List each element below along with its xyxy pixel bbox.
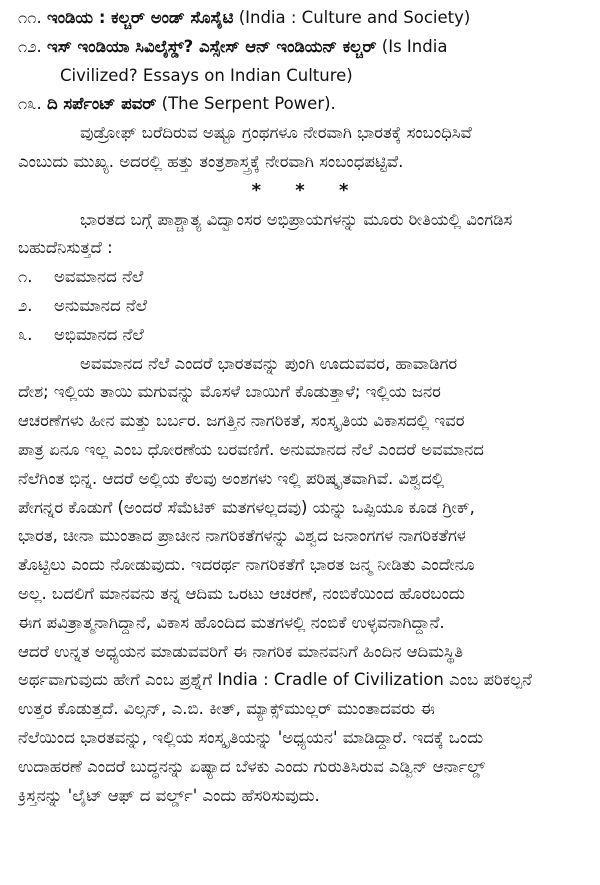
paragraph-line: ಪಾತ್ರ ಏನೂ ಇಲ್ಲ ಎಂಬ ಧೋರಣೆಯ ಬರವಣಿಗೆ. ಅನುಮಾನದ ನೆಲೆ ಎಂದರೆ ಅವಮಾನದ <box>18 439 484 459</box>
list-number: ೧೧. <box>18 8 42 27</box>
paragraph-line: ಆದರೆ ಉನ್ನತ ಅಧ್ಯಯನ ಮಾಡುವವರಿಗೆ ಈ ನಾಗರಿಕ ಮಾನವನಿಗೆ ಹಿಂದಿನ ಆದಿಮಸ್ಥಿತಿ <box>18 641 464 661</box>
list-item <box>18 263 586 292</box>
list-number: ೧೨. <box>18 36 42 56</box>
section-separator: * * * <box>251 179 363 201</box>
list-item <box>18 4 586 33</box>
book-title-english: (Is India <box>376 36 448 56</box>
paragraph-line: ಉದಾಹರಣೆ ಎಂದರೆ ಬುದ್ಧನನ್ನು ಏಷ್ಯಾದ ಬೆಳಕು ಎಂದು ಗುರುತಿಸಿರುವ ಎಡ್ವಿನ್ ಆರ್ನಾಲ್ಡ್ <box>18 756 486 776</box>
paragraph-line: ಭಾರತದ ಬಗ್ಗೆ ಪಾಶ್ಚಾತ್ಯ ವಿದ್ವಾಂಸರ ಅಭಿಪ್ರಾಯಗಳನ್ನು ಮೂರು ರೀತಿಯಲ್ಲಿ ವಿಂಗಡಿಸ <box>80 209 513 229</box>
book-title-english: Civilized? Essays on Indian Culture) <box>60 65 353 85</box>
paragraph-line: ದೇಶ; ಇಲ್ಲಿಯ ತಾಯಿ ಮಗುವನ್ನು ಮೊಸಳೆ ಬಾಯಿಗೆ ಕೊಡುತ್ತಾಳೆ; ಇಲ್ಲಿಯ ಜನರ <box>18 382 441 402</box>
paragraph-line: ಭಾರತ, ಚೀನಾ ಮುಂತಾದ ಪ್ರಾಚೀನ ನಾಗರಿಕತೆಗಳನ್ನು ವಿಶ್ವದ ಜನಾಂಗಗಳ ನಾಗರಿಕತೆಗಳ <box>18 526 466 546</box>
list-item <box>18 33 586 62</box>
paragraph-line: ತೊಟ್ಟಿಲು ಎಂದು ನೋಡುವುದು. ಇದರರ್ಥ ನಾಗರಿಕತೆಗೆ ಭಾರತ ಜನ್ಮ ನೀಡಿತು ಎಂದೇನೂ <box>18 555 475 575</box>
list-number: ೧೩. <box>18 94 42 114</box>
list-item <box>18 292 586 321</box>
paragraph-line: ಈಗ ಪವಿತ್ರಾತ್ಮನಾಗಿದ್ದಾನೆ, ವಿಕಾಸ ಹೊಂದಿದ ಮತಗಳಲ್ಲಿ ನಂಬಿಕೆ ಉಳ್ಳವನಾಗಿದ್ದಾನೆ. <box>18 612 445 632</box>
book-title-english: (The Serpent Power). <box>156 94 336 114</box>
paragraph-line: ವುಡ್ರೋಫ್ ಬರೆದಿರುವ ಅಷ್ಟೂ ಗ್ರಂಥಗಳೂ ನೇರವಾಗಿ ಭಾರತಕ್ಕೆ ಸಂಬಂಧಿಸಿವೆ <box>80 123 472 143</box>
paragraph-line: ಎಂಬುದು ಮುಖ್ಯ. ಅದರಲ್ಲಿ ಹತ್ತು ತಂತ್ರಶಾಸ್ತ್ರಕ್ಕೆ ನೇರವಾಗಿ ಸಂಬಂಧಪಟ್ಟಿವೆ. <box>18 151 404 171</box>
book-title-english: (India : Culture and Society) <box>233 8 471 27</box>
book-title-kannada: ಇಂಡಿಯ : ಕಲ್ಚರ್ ಅಂಡ್ ಸೊಸೈಟಿ <box>46 8 234 27</box>
list-item-label: ಅನುಮಾನದ ನೆಲೆ <box>54 295 148 315</box>
list-item <box>18 90 586 119</box>
list-item-label: ಅವಮಾನದ ನೆಲೆ <box>54 267 144 287</box>
list-number: ೩. <box>18 324 33 344</box>
paragraph-line: ಅರ್ಥವಾಗುವುದು ಹೇಗೆ ಎಂಬ ಪ್ರಶ್ನೆಗೆ India : Cradle of Civilization ಎಂಬ ಪರಿಕಲ್ಪನೆ <box>18 670 532 690</box>
list-number: ೨. <box>18 295 33 315</box>
paragraph-line: ನೆಲೆಯಿಂದ ಭಾರತವನ್ನು, ಇಲ್ಲಿಯ ಸಂಸ್ಕೃತಿಯನ್ನು 'ಅಧ್ಯಯನ' ಮಾಡಿದ್ದಾರೆ. ಇದಕ್ಕೆ ಒಂದು <box>18 727 484 747</box>
book-title-kannada: ಇಸ್ ಇಂಡಿಯಾ ಸಿವಿಲೈಸ್ಡ್? ಎಸ್ಸೇಸ್ ಆನ್ ಇಂಡಿಯನ್ ಕಲ್ಚರ್ <box>46 36 377 56</box>
paragraph-line: ಅಲ್ಲ. ಬದಲಿಗೆ ಮಾನವನು ತನ್ನ ಆದಿಮ ಒರಟು ಆಚರಣೆ, ನಂಬಿಕೆಯಿಂದ ಹೊರಬಂದು <box>18 583 465 603</box>
paragraph-line: ಉತ್ತರ ಕೊಡುತ್ತದೆ. ವಿಲ್ಸನ್, ಎ.ಬಿ. ಕೀತ್, ಮ್ಯಾಕ್ಸ್‌ಮುಲ್ಲರ್ ಮುಂತಾದವರು ಈ <box>18 699 435 719</box>
paragraph-line: ಕ್ರಿಸ್ತನನ್ನು 'ಲೈಟ್ ಆಫ್ ದ ವರ್ಲ್ಡ್' ಎಂದು ಹೆಸರಿಸುವುದು. <box>18 785 320 805</box>
paragraph-line: ಬಹುದೆನಿಸುತ್ತದೆ : <box>18 238 113 258</box>
list-item-label: ಅಭಿಮಾನದ ನೆಲೆ <box>54 324 144 344</box>
list-item <box>18 321 586 350</box>
paragraph-line: ಪೇಗನ್ನರ ಕೊಡುಗೆ (ಅಂದರೆ ಸೆಮೆಟಿಕ್ ಮತಗಳಲ್ಲದವು) ಯನ್ನು ಒಪ್ಪಿಯೂ ಕೂಡ ಗ್ರೀಕ್, <box>18 497 475 517</box>
paragraph-line: ಅವಮಾನದ ನೆಲೆ ಎಂದರೆ ಭಾರತವನ್ನು ಪುಂಗಿ ಊದುವವರ, ಹಾವಾಡಿಗರ <box>80 353 458 373</box>
book-title-kannada: ದಿ ಸರ್ಪೆಂಟ್ ಪವರ್ <box>46 94 157 114</box>
list-item-continuation <box>18 62 586 91</box>
paragraph-line: ನೆಲೆಗಿಂತ ಭಿನ್ನ. ಆದರೆ ಅಲ್ಲಿಯ ಕೆಲವು ಅಂಶಗಳು ಇಲ್ಲಿ ಪರಿಷ್ಕೃತವಾಗಿವೆ. ವಿಶ್ವದಲ್ಲಿ <box>18 468 445 488</box>
paragraph-line: ಆಚರಣೆಗಳು ಹೀನ ಮತ್ತು ಬರ್ಬರ. ಜಗತ್ತಿನ ನಾಗರಿಕತೆ, ಸಂಸ್ಕೃತಿಯ ವಿಕಾಸದಲ್ಲಿ ಇವರ <box>18 411 465 431</box>
list-number: ೧. <box>18 267 33 287</box>
